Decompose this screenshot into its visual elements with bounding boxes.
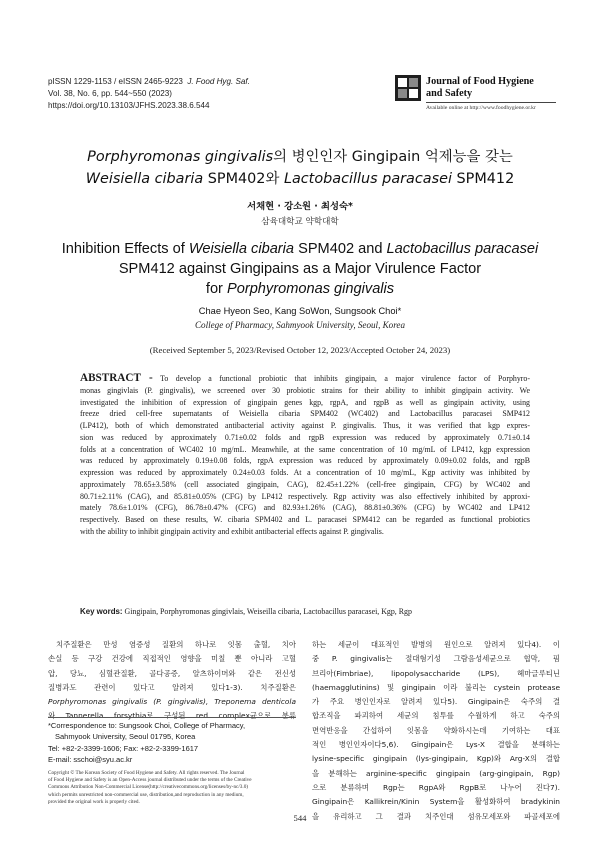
abstract-line: (LP412), both of which demonstrated antibacterial activity against P. gingivalis. Thus, it was verified that kgp expres- — [80, 421, 530, 430]
journal-header — [48, 76, 368, 112]
abstract-line: 80.71±2.11% (CAG), and 85.81±0.05% (CFG) by LP412 respectively. Rgp activity was also effectively inhibited by approxi- — [80, 491, 530, 501]
abstract-line: monas gingivlais (P. gingivalis), we screened over 30 probiotic strains for their ability to inhibit gingipain activity. We — [80, 385, 530, 395]
abstract-line: respectively. Based on these results, W. cibaria SPM402 and L. paracasei SPM412 can be regarded as functional probiotics — [80, 515, 530, 524]
english-title-line2: SPM412 against Gingipains as a Major Virulence Factor — [118, 261, 482, 277]
correspondence-footnote — [48, 720, 296, 765]
kr-title-species: Porphyromonas gingivalis — [87, 149, 274, 165]
abstract-line: expression was reduced by approximately 0.24±0.03 folds. At a concentration of 10 mg/mL, Kgp activity was inhibited by — [80, 468, 530, 477]
korean-title-line1 — [40, 146, 560, 168]
doi-link[interactable]: https://doi.org/10.13103/JFHS.2023.38.6.544 — [48, 101, 210, 110]
journal-logo — [394, 74, 560, 120]
body-line: 합조직을 파괴하여 세균의 침투를 수월하게 하고 숙주의 — [312, 711, 560, 721]
journal-abbr: J. Food Hyg. Saf. — [187, 77, 250, 86]
en-title-species-2: Lactobacillus paracasei — [386, 241, 539, 257]
body-line: 손실 등 구강 건강에 직접적인 영향을 미칠 뿐 아니라 고혈 — [48, 654, 296, 664]
email-link[interactable]: E-mail: sschoi@syu.ac.kr — [48, 754, 133, 764]
abstract-line-text: To develop a functional probiotic that inhibits gingipain, a major virulence factor of Porphyro- — [152, 374, 531, 383]
keywords-label: Key words: — [80, 607, 123, 616]
body-line: 중 P. gingivalis는 절대혐기성 그람음성세균으로 협막, 핌 — [312, 654, 560, 664]
copyright-line: of Food Hygiene and Safety is an Open-Access journal distributed under the terms of the Creative — [48, 777, 252, 784]
correspondence-line: *Correspondence to: Sungsook Choi, College of Pharmacy, — [48, 721, 246, 730]
body-line: 압, 당뇨, 심혈관질환, 골다공증, 알츠하이머와 같은 전신성 — [48, 668, 296, 678]
abstract-line: with the ability to inhibit gingipain activity and exhibit antibacterial effects against P. gingivalis. — [80, 526, 384, 536]
logo-title-line1: Journal of Food Hygiene — [426, 76, 534, 87]
body-line: 적인 병인인자이다5,6). Gingipain은 Lys-X 결합을 분해하는 — [312, 740, 560, 750]
korean-authors: 서채현 · 강소원 · 최성숙* — [247, 201, 353, 212]
english-authors: Chae Hyeon Seo, Kang SoWon, Sungsook Choi* — [198, 306, 402, 316]
journal-logo-icon — [394, 74, 422, 102]
body-line: 면역반응을 간섭하여 잇몸을 약화하시는데 기여하는 대표 — [312, 725, 560, 735]
en-title-part-2: SPM402 and — [294, 241, 387, 257]
en-title-part-3: for — [205, 281, 227, 297]
english-affiliation: College of Pharmacy, Sahmyook University, Seoul, Korea — [194, 320, 406, 330]
issn: pISSN 1229-1153 / eISSN 2465-9223 — [48, 77, 183, 86]
english-title-line3 — [30, 279, 570, 299]
kr-title-part: SPM402와 — [203, 171, 284, 187]
body-line: Gingipain은 Kallikrein/Kinin System을 활성화하여 bradykinin — [312, 797, 560, 807]
korean-title — [40, 146, 560, 190]
body-line: Porphyromonas gingivalis (P. gingivalis), Treponema denticola — [48, 697, 296, 707]
en-title-part: Inhibition Effects of — [61, 241, 189, 257]
body-line: lysine-specific gingipain (lys-gingipain, Kgp)와 Arg-X의 결합 — [312, 754, 560, 764]
kr-title-species-2: Weisiella cibaria — [85, 171, 204, 187]
abstract-line — [80, 373, 530, 385]
journal-logo-title — [426, 76, 534, 100]
body-line: 와 Tannerella forsythia로 구성된 red complex균으로 분류 — [48, 711, 296, 721]
en-title-species: Weisiella cibaria — [188, 241, 295, 257]
english-title-line1 — [30, 239, 570, 259]
copyright-line: Commons Attribution Non-Commercial License(http://creativecommons.org/licenses/by-nc/3.0) — [48, 784, 249, 791]
abstract-line: freeze dried cell-free supernatants of Weisiella cibaria SPM402 (WC402) and Lactobacillus paracasei SMP412 — [80, 409, 530, 419]
availability-note: Available online at http://www.foodhygiene.or.kr — [426, 105, 536, 111]
korean-affiliation: 삼육대학교 약학대학 — [261, 217, 339, 227]
abstract-line: was reduced by approximately 0.19±0.08 folds, rgpA expression was reduced by approximately 0.09±0.02 folds, and rgpB — [80, 456, 530, 466]
body-column-left — [48, 638, 296, 724]
copyright-line: provided the original work is properly cited. — [48, 798, 140, 805]
page-number: 544 — [293, 813, 307, 823]
abstract-line: approximately 78.65±3.58% (cell associated gingipain, CAG), 82.45±1.22% (cell-free gingipain, CFG) by WC402 and — [80, 479, 530, 489]
copyright-notice — [48, 770, 296, 806]
body-line: (haemagglutinins) 및 gingipain 이라 불리는 cystein protease — [312, 682, 560, 692]
body-line: 을 유리하고 그 결과 치주인대 섬유모세포와 파골세포에 — [312, 811, 560, 821]
kr-title-rest: 의 병인인자 Gingipain 억제능을 갖는 — [273, 149, 513, 165]
korean-title-line2 — [40, 168, 560, 190]
body-line: 질병과도 관련이 있다고 알려져 있다1-3). 치주질환은 — [48, 682, 296, 692]
abstract-line: investigated the inhibition of expression of gingipain genes kgp, rgpA, and rgpB as well as gingipain activity, using — [80, 397, 530, 407]
abstract-line: sion was reduced by approximately 0.71±0.02 folds and rgpB expression was reduced by approximately 0.71±0.14 — [80, 432, 530, 442]
english-title — [30, 239, 570, 299]
abstract-line: folds at a concentration of WC402 10 mg/mL. Meanwhile, at the same concentration of 10 mg/mL of LP412, kgp expression — [80, 444, 530, 454]
keywords — [80, 607, 530, 616]
body-column-right — [312, 638, 560, 824]
body-line: 브리아(Fimbriae), lipopolysaccharide (LPS), 헤마글루티닌 — [312, 668, 560, 678]
body-line: 을 분해하는 arginine-specific gingipain (arg-gingipain, Rgp) — [312, 768, 560, 778]
en-title-species-3: Porphyromonas gingivalis — [226, 281, 395, 297]
abstract — [80, 373, 530, 538]
issn-line — [48, 76, 368, 88]
abstract-line: mately 78.6±1.01% (CFG), 86.78±0.47% (CFG) and 82.93±1.26% (CAG), 88.81±0.36% (CFG) by WC402 and LP412 — [80, 503, 530, 513]
copyright-line: which permits unrestricted non-commercial use, distribution,and reproduction in any medium, — [48, 791, 244, 798]
logo-divider — [426, 102, 556, 103]
abstract-heading: ABSTRACT - — [80, 372, 153, 384]
logo-title-line2: and Safety — [426, 88, 473, 99]
footnote-divider — [48, 717, 296, 718]
kr-title-part-2: SPM412 — [451, 171, 515, 187]
body-line: 가 주요 병인인자로 알려져 있다5). Gingipain은 숙주의 결 — [312, 697, 560, 707]
correspondence-line: Sahmyook University, Seoul 01795, Korea — [55, 732, 196, 742]
body-line: 치주질환은 만성 염증성 질환의 하나로 잇몸 출혈, 치아 — [56, 640, 296, 649]
copyright-line: Copyright © The Korean Society of Food Hygiene and Safety. All rights reserved. The Journal — [48, 770, 245, 776]
phone-fax: Tel: +82-2-3399-1606; Fax: +82-2-3399-1617 — [48, 743, 199, 753]
received-dates: (Received September 5, 2023/Revised October 12, 2023/Accepted October 24, 2023) — [149, 345, 451, 355]
volume-line: Vol. 38, No. 6, pp. 544~550 (2023) — [48, 89, 172, 98]
body-line: 하는 세균이 대표적인 발병의 원인으로 알려져 있다4). 이 — [312, 640, 560, 649]
keywords-text: Gingipain, Porphyromonas gingivlais, Weiseilla cibaria, Lactobacillus paracasei, Kgp, Rgp — [122, 607, 412, 616]
kr-title-species-3: Lactobacillus paracasei — [283, 171, 452, 187]
body-line: 으로 분류하며 Rgp는 RgpA와 RgpB로 나누어 진다7). — [312, 782, 560, 792]
